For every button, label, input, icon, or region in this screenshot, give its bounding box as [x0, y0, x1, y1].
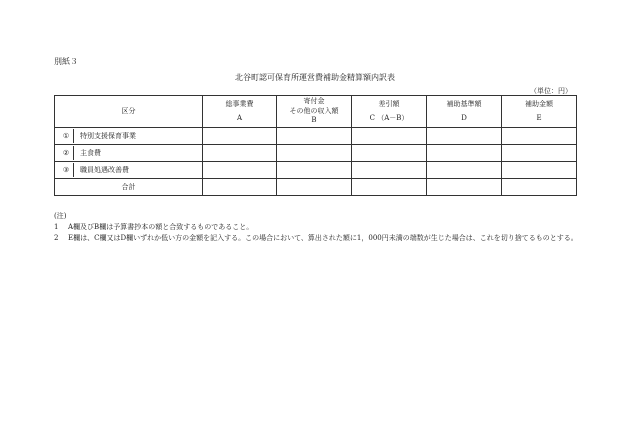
notes-section — [54, 211, 584, 245]
note-item — [54, 222, 584, 233]
row-divider — [73, 129, 74, 143]
total-b — [277, 179, 352, 196]
row-number: ③ — [62, 166, 70, 174]
document-title: 北谷町認可保育所運営費補助金精算額内訳表 — [235, 73, 395, 82]
note-number: 2 — [54, 234, 59, 243]
category-header: 区分 — [55, 96, 203, 128]
table-row — [55, 162, 577, 179]
cell-d — [427, 128, 502, 145]
column-header-c: 差引額 C （A－B） — [352, 96, 427, 128]
column-header-b: 寄付金 その他の収入額 B — [277, 96, 352, 128]
header-row — [55, 96, 577, 128]
row-divider — [73, 163, 74, 177]
note-number: 1 — [54, 223, 59, 232]
row-number: ① — [62, 132, 70, 140]
total-a — [203, 179, 277, 196]
total-row — [55, 179, 577, 196]
cell-b — [277, 128, 352, 145]
cell-a — [203, 162, 277, 179]
total-label: 合計 — [121, 183, 136, 191]
cell-a — [203, 128, 277, 145]
breakdown-table — [54, 95, 577, 196]
cell-c — [352, 128, 427, 145]
column-header-a: 総事業費 A — [203, 96, 277, 128]
cell-c — [352, 145, 427, 162]
cell-d — [427, 145, 502, 162]
total-label-cell — [55, 179, 203, 196]
row-divider — [73, 146, 74, 160]
row-number: ② — [62, 149, 70, 157]
cell-a — [203, 145, 277, 162]
row-label: 特別支援保育事業 — [80, 132, 136, 140]
total-c — [352, 179, 427, 196]
note-text: A欄及びB欄は予算書抄本の額と合致するものであること。 — [68, 223, 254, 232]
notes-heading: (注) — [54, 212, 67, 220]
row-label-cell — [55, 128, 203, 145]
unit-label: （単位：円） — [530, 87, 572, 95]
note-item — [54, 233, 584, 244]
row-label-cell — [55, 145, 203, 162]
cell-b — [277, 145, 352, 162]
row-label-cell — [55, 162, 203, 179]
table-row — [55, 128, 577, 145]
total-e — [502, 179, 577, 196]
cell-c — [352, 162, 427, 179]
cell-e — [502, 128, 577, 145]
note-text: E欄は、C欄又はD欄いずれか低い方の金額を記入する。この場合において、算出された額に1，000円未満の端数が生じた場合は、これを切り捨てるものとする。 — [68, 234, 578, 243]
cell-b — [277, 162, 352, 179]
total-d — [427, 179, 502, 196]
column-header-d: 補助基準額 D — [427, 96, 502, 128]
row-label: 主食費 — [80, 149, 101, 157]
cell-e — [502, 145, 577, 162]
cell-e — [502, 162, 577, 179]
cell-d — [427, 162, 502, 179]
column-header-e: 補助金額 E — [502, 96, 577, 128]
document-reference: 別紙３ — [54, 57, 78, 66]
table-row — [55, 145, 577, 162]
row-label: 職員処遇改善費 — [80, 166, 129, 174]
